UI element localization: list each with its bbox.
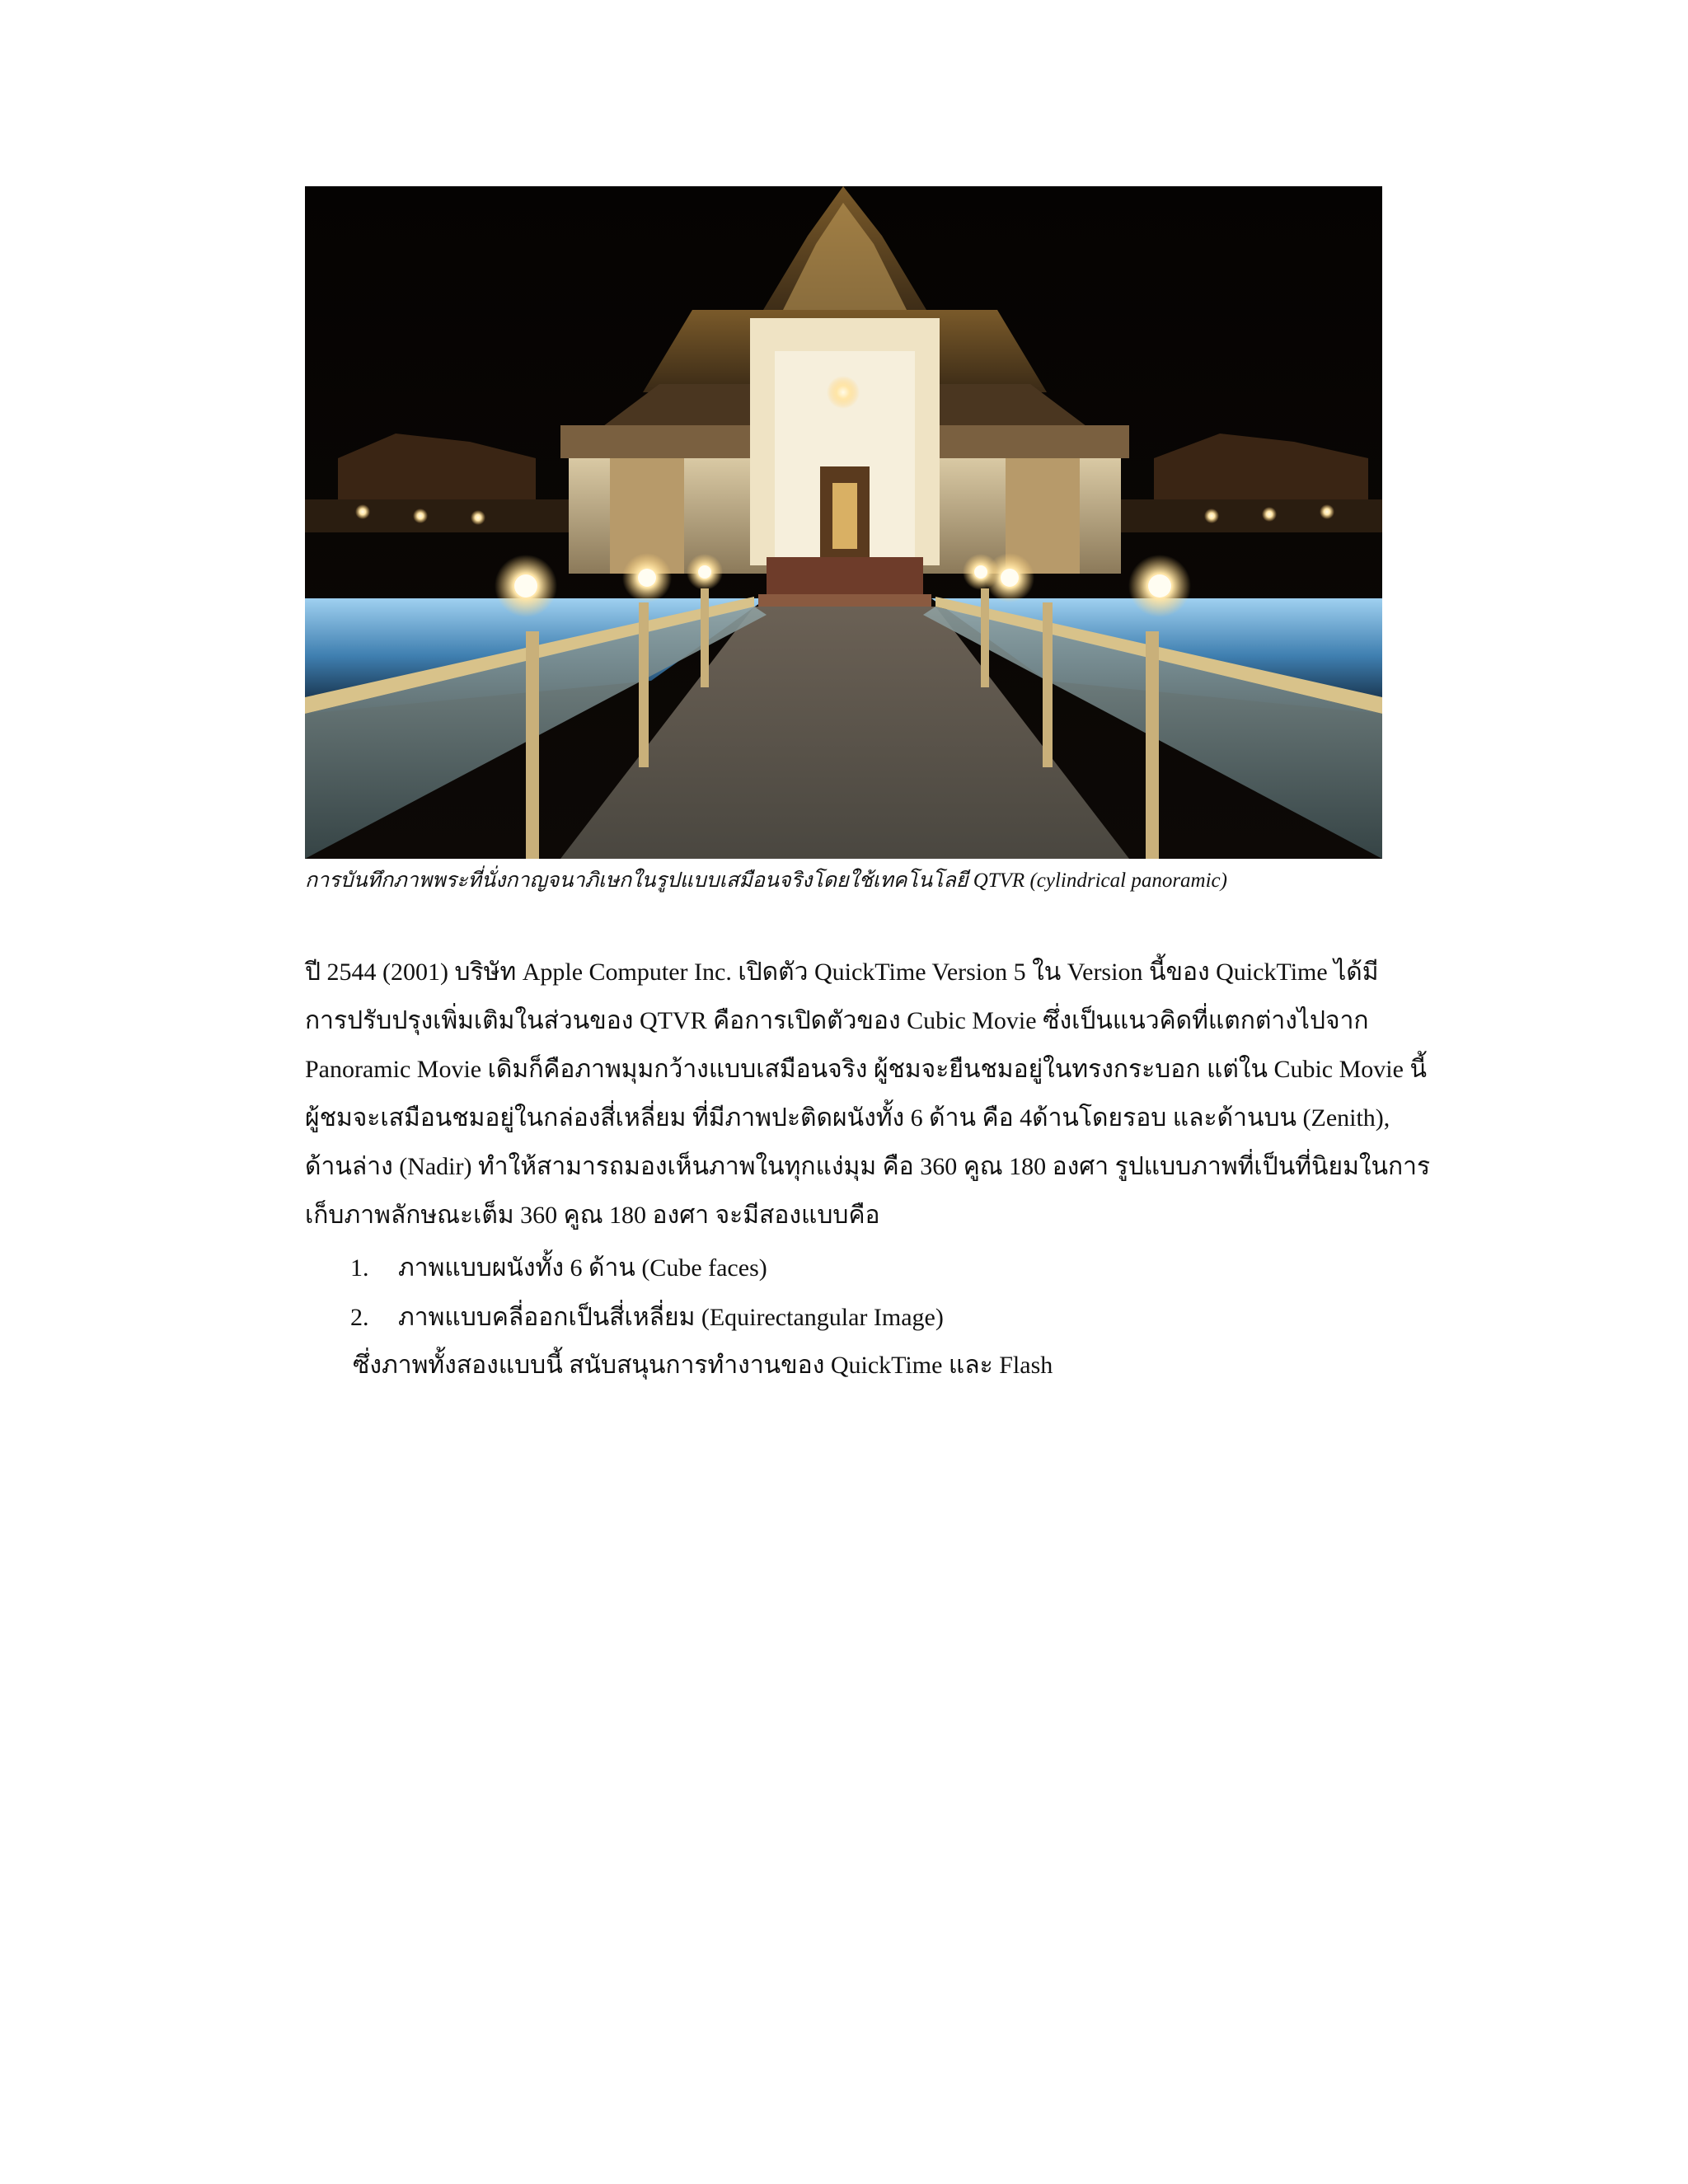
figure-caption: การบันทึกภาพพระที่นั่งกาญจนาภิเษกในรูปแบบเสมือนจริงโดยใช้เทคโนโลยี QTVR (cylindrical panoramic) xyxy=(305,869,1227,892)
paragraph-line: Panoramic Movie เดิมก็คือภาพมุมกว้างแบบเสมือนจริง ผู้ชมจะยืนชมอยู่ในทรงกระบอก แต่ใน Cubic Movie นี้ xyxy=(305,1056,1427,1083)
paragraph-line: ผู้ชมจะเสมือนชมอยู่ในกล่องสี่เหลี่ยม ที่มีภาพปะติดผนังทั้ง 6 ด้าน คือ 4ด้านโดยรอบ และด้านบน (Zenith), xyxy=(305,1104,1390,1132)
paragraph-line: การปรับปรุงเพิ่มเติมในส่วนของ QTVR คือการเปิดตัวของ Cubic Movie ซึ่งเป็นแนวคิดที่แตกต่างไปจาก xyxy=(305,1007,1369,1034)
pavilion-night-photo xyxy=(305,186,1382,859)
paragraph-line: ด้านล่าง (Nadir) ทำให้สามารถมองเห็นภาพในทุกแง่มุม คือ 360 คูณ 180 องศา รูปแบบภาพที่เป็นที่นิยมในการ xyxy=(305,1153,1431,1180)
list-item xyxy=(350,1301,944,1334)
closing-sentence: ซึ่งภาพทั้งสองแบบนี้ สนับสนุนการทำงานของ QuickTime และ Flash xyxy=(353,1352,1053,1379)
paragraph-line: ปี 2544 (2001) บริษัท Apple Computer Inc. เปิดตัว QuickTime Version 5 ใน Version นี้ของ QuickTime ได้มี xyxy=(305,958,1379,986)
list-item-number: 1. xyxy=(350,1254,369,1282)
list-item-text: ภาพแบบผนังทั้ง 6 ด้าน (Cube faces) xyxy=(398,1254,767,1282)
list-item-text: ภาพแบบคลี่ออกเป็นสี่เหลี่ยม (Equirectangular Image) xyxy=(398,1304,944,1331)
paragraph-line: เก็บภาพลักษณะเต็ม 360 คูณ 180 องศา จะมีสองแบบคือ xyxy=(305,1202,880,1229)
list-item-number: 2. xyxy=(350,1304,369,1331)
list-item xyxy=(350,1252,767,1285)
